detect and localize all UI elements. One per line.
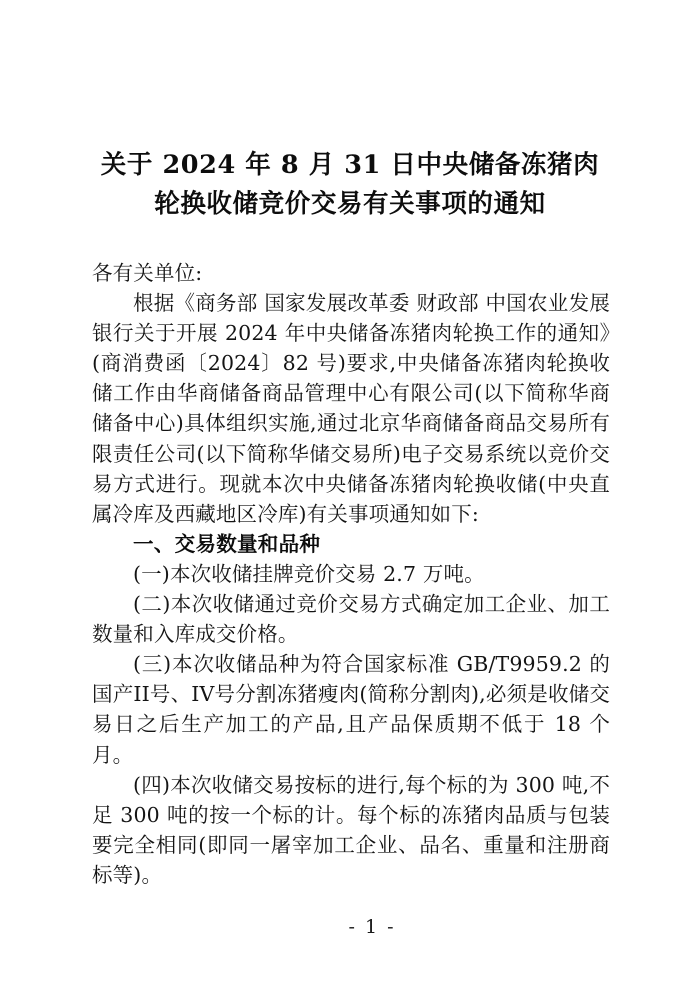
page-number: [0, 916, 700, 938]
list-item-2: (二)本次收储通过竞价交易方式确定加工企业、加工数量和入库成交价格。: [92, 592, 610, 647]
document-title: [92, 146, 608, 224]
salutation: 各有关单位:: [92, 261, 203, 285]
document-title-line-1: 关于 2024 年 8 月 31 日中央储备冻猪肉: [100, 150, 600, 180]
section-heading-1: 一、交易数量和品种: [133, 531, 321, 556]
list-item-3: (三)本次收储品种为符合国家标准 GB/T9959.2 的国产II号、IV号分割冻猪瘦肉(简称分割肉),必须是收储交易日之后生产加工的产品,且产品保质期不低于 18 个月。: [92, 652, 610, 767]
page-number-text: - 1 -: [348, 916, 396, 938]
list-item-1: (一)本次收储挂牌竞价交易 2.7 万吨。: [133, 561, 485, 586]
list-item-4: (四)本次收储交易按标的进行,每个标的为 300 吨,不足 300 吨的按一个标的计。每个标的冻猪肉品质与包装要完全相同(即同一屠宰加工企业、品名、重量和注册商标等)。: [92, 772, 610, 887]
preamble-paragraph: 根据《商务部 国家发展改革委 财政部 中国农业发展银行关于开展 2024 年中央储备冻猪肉轮换工作的通知》(商消费函〔2024〕82 号)要求,中央储备冻猪肉轮换收储工作由华商储备商品管理中心有限公司(以下简称华商储备中心)具体组织实施,通过北京华商储备商品交易所有限责任公司(以下简称华储交易所)电子交易系统以竞价交易方式进行。现就本次中央储备冻猪肉轮换收储(中央直属冷库及西藏地区冷库)有关事项通知如下:: [92, 291, 610, 526]
document-title-line-2: 轮换收储竞价交易有关事项的通知: [154, 189, 546, 219]
document-body: [92, 258, 610, 890]
